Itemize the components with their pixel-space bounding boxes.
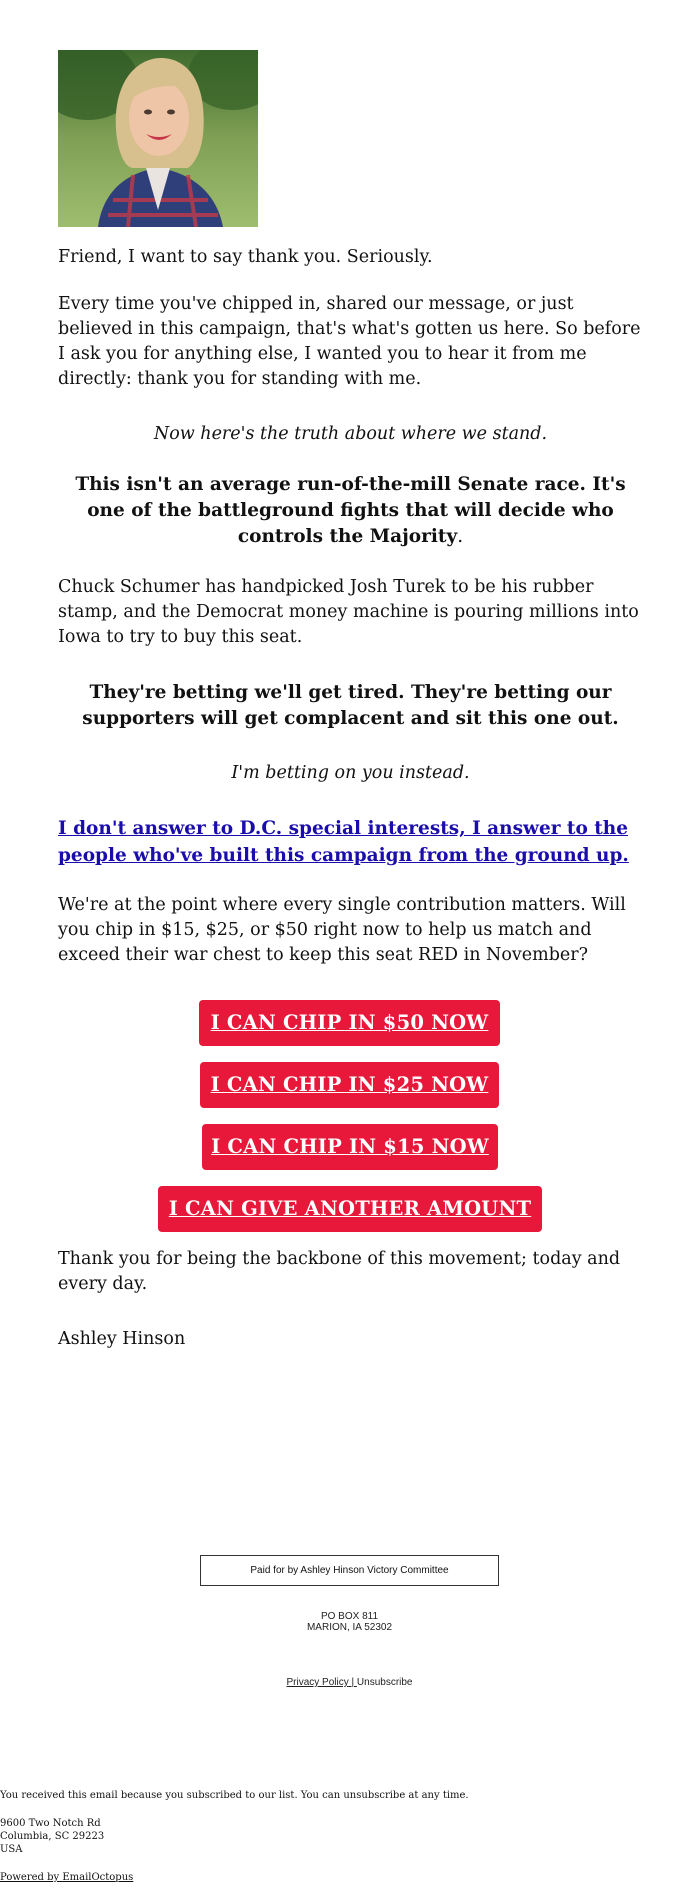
contribution-paragraph: We're at the point where every single contribution matters. Will you chip in $15, $25, or $50 right now to help us match and exceed their war chest to keep this seat RED in November? (58, 895, 626, 965)
intro-paragraph: Every time you've chipped in, shared our message, or just believed in this campaign, that's what's gotten us here. So before I ask you for anything else, I wanted you to hear it from me directly: thank you for standing with me. (58, 294, 641, 389)
chip-in-50-button[interactable]: I CAN CHIP IN $50 NOW (199, 1000, 500, 1046)
battleground-statement-main: This isn't an average run-of-the-mill Senate race. It's one of the battleground fights that will decide who controls the Majority (75, 474, 626, 547)
give-another-amount-button[interactable]: I CAN GIVE ANOTHER AMOUNT (158, 1186, 542, 1232)
battleground-statement (58, 472, 643, 550)
link-paragraph (58, 815, 643, 869)
email-body (58, 50, 643, 968)
city-line: MARION, IA 52302 (306, 1622, 393, 1633)
powered-by-emailoctopus-link[interactable]: Powered by EmailOctopus (0, 1872, 134, 1883)
unsubscribe-link[interactable]: Unsubscribe (356, 1677, 413, 1688)
paid-for-disclaimer: Paid for by Ashley Hinson Victory Committee (200, 1555, 499, 1586)
special-interests-link[interactable]: I don't answer to D.C. special interests, I answer to the people who've built this campaign from the ground up. (58, 818, 629, 866)
portrait-image (58, 50, 258, 227)
footer-link-separator: | (348, 1677, 357, 1688)
signature: Ashley Hinson (58, 1329, 186, 1349)
chip-in-25-button[interactable]: I CAN CHIP IN $25 NOW (200, 1062, 499, 1108)
sender-address-line1: 9600 Two Notch Rd (0, 1818, 101, 1829)
betting-line: I'm betting on you instead. (231, 763, 470, 783)
sender-address (0, 1817, 300, 1856)
greeting-text: Friend, I want to say thank you. Seriously. (58, 247, 433, 267)
subscription-notice: You received this email because you subscribed to our list. You can unsubscribe at any time. (0, 1790, 469, 1801)
battleground-statement-period: . (457, 526, 464, 547)
privacy-policy-link[interactable]: Privacy Policy (286, 1677, 349, 1688)
sender-address-line2: Columbia, SC 29223 (0, 1831, 105, 1842)
thanks-paragraph: Thank you for being the backbone of this movement; today and every day. (58, 1249, 621, 1294)
sender-address-line3: USA (0, 1844, 23, 1855)
candidate-photo (58, 50, 258, 227)
footer-links (200, 1677, 499, 1688)
mailing-address (200, 1611, 499, 1633)
schumer-paragraph: Chuck Schumer has handpicked Josh Turek to be his rubber stamp, and the Democrat money machine is pouring millions into Iowa to try to buy this seat. (58, 577, 639, 647)
po-box-line: PO BOX 811 (320, 1611, 379, 1622)
truth-line: Now here's the truth about where we stand. (153, 424, 548, 444)
complacent-statement: They're betting we'll get tired. They're betting our supporters will get complacent and sit this one out. (82, 682, 619, 729)
chip-in-15-button[interactable]: I CAN CHIP IN $15 NOW (202, 1124, 498, 1170)
